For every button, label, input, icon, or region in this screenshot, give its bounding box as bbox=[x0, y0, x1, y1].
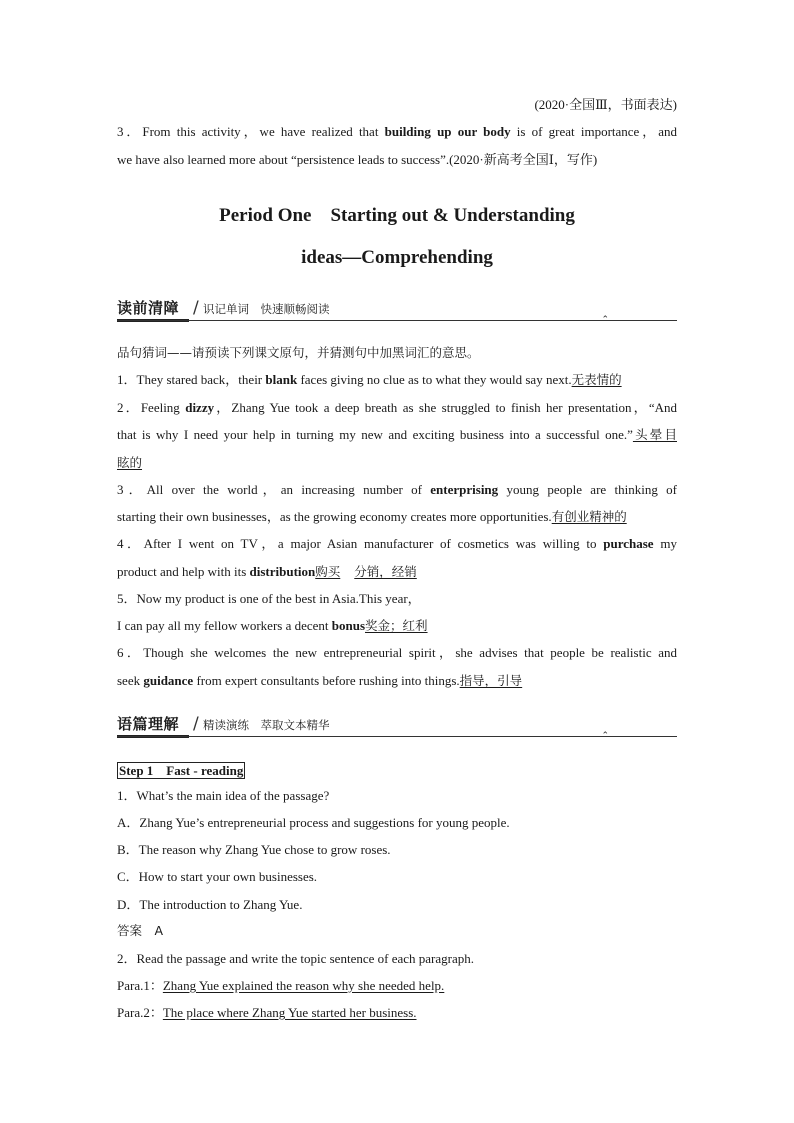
target-word: blank bbox=[265, 372, 298, 387]
vocab-item-3-line-2 bbox=[117, 509, 677, 525]
divider-slash: / bbox=[193, 714, 199, 734]
page-title-line-1: Period One Starting out & Understanding bbox=[219, 205, 575, 226]
vocab-item-2-line-2 bbox=[117, 427, 677, 443]
para-label: Para.2： bbox=[117, 1005, 163, 1020]
vocab-item-4-line-2 bbox=[117, 564, 677, 580]
caret-icon: ⌃ bbox=[601, 731, 609, 741]
section-label: 语篇理解 bbox=[117, 715, 180, 733]
item-text: that is why I need your help in turning my new and exciting business into a successful one.” bbox=[117, 427, 633, 442]
para-label: Para.1： bbox=[117, 978, 163, 993]
vocab-item-3-line-1 bbox=[117, 482, 677, 498]
vocab-item-5-line-1 bbox=[117, 591, 677, 607]
vocab-item-2-line-1 bbox=[117, 400, 677, 416]
para-answer: Zhang Yue explained the reason why she needed help. bbox=[162, 978, 445, 993]
header-rule bbox=[117, 736, 677, 737]
item-text: ，Zhang Yue took a deep breath as she struggled to finish her presentation，“And bbox=[214, 400, 677, 415]
item-text: I can pay all my fellow workers a decent bbox=[117, 618, 332, 633]
option-b: B．The reason why Zhang Yue chose to grow roses. bbox=[117, 842, 391, 857]
item-text: After I went on TV，a major Asian manufacturer of cosmetics was willing to bbox=[143, 536, 604, 551]
option-a: A．Zhang Yue’s entrepreneurial process and suggestions for young people. bbox=[117, 815, 510, 830]
answer-text: 指导，引导 bbox=[459, 673, 523, 688]
divider-slash: / bbox=[193, 298, 199, 318]
question-2: 2．Read the passage and write the topic sentence of each paragraph. bbox=[117, 951, 474, 966]
item-text: is of great importance，and bbox=[510, 124, 677, 139]
section-subtitle: 精读演练 萃取文本精华 bbox=[203, 718, 330, 732]
target-word: distribution bbox=[249, 564, 316, 579]
answer-text: 眩的 bbox=[117, 455, 143, 470]
vocab-item-4-line-1 bbox=[117, 536, 677, 552]
item-text: Feeling bbox=[140, 400, 186, 415]
item-text: Now my product is one of the best in Asia.This year， bbox=[136, 591, 421, 606]
answer-text: 分销，经销 bbox=[354, 564, 417, 579]
item-text: seek bbox=[117, 673, 144, 688]
item-text: starting their own businesses，as the growing economy creates more opportunities. bbox=[117, 509, 552, 524]
para-2-topic bbox=[117, 1005, 677, 1021]
intro-item-3-line-2 bbox=[117, 152, 677, 168]
step-label: Step 1 Fast - reading bbox=[119, 763, 244, 778]
answer-line: 答案 A bbox=[117, 923, 164, 938]
section-subtitle: 识记单词 快速顺畅阅读 bbox=[203, 302, 330, 316]
target-word: enterprising bbox=[430, 482, 499, 497]
item-number: 1． bbox=[117, 372, 137, 387]
item-text: product and help with its bbox=[117, 564, 250, 579]
source-citation bbox=[117, 97, 677, 113]
item-number: 4． bbox=[117, 536, 144, 551]
target-word: purchase bbox=[603, 536, 654, 551]
target-word: guidance bbox=[143, 673, 194, 688]
item-number: 5． bbox=[117, 591, 137, 606]
step-heading bbox=[117, 763, 677, 779]
answer-text: 购买 bbox=[315, 564, 341, 579]
item-text: my bbox=[653, 536, 677, 551]
vocab-item-1 bbox=[117, 372, 677, 388]
vocab-item-5-line-2 bbox=[117, 618, 677, 634]
item-text: we have also learned more about “persistence leads to success”.(2020·新高考全国Ⅰ，写作) bbox=[117, 152, 598, 167]
question-1: 1．What’s the main idea of the passage? bbox=[117, 788, 330, 803]
intro-item-3-line-1 bbox=[117, 124, 677, 140]
bold-phrase: building up our body bbox=[384, 124, 511, 139]
item-text: They stared back，their bbox=[136, 372, 266, 387]
option-d: D．The introduction to Zhang Yue. bbox=[117, 897, 303, 912]
vocab-item-2-line-3 bbox=[117, 455, 677, 471]
item-text: young people are thinking of bbox=[498, 482, 677, 497]
option-c: C．How to start your own businesses. bbox=[117, 869, 318, 884]
item-number: 3． bbox=[117, 124, 143, 139]
vocab-item-6-line-1 bbox=[117, 645, 677, 661]
item-text: All over the world，an increasing number of bbox=[146, 482, 431, 497]
header-rule bbox=[117, 320, 677, 321]
vocab-item-6-line-2 bbox=[117, 673, 677, 689]
answer-text: 有创业精神的 bbox=[551, 509, 627, 524]
item-text: faces giving no clue as to what they would say next. bbox=[297, 372, 572, 387]
item-text: Though she welcomes the new entrepreneurial spirit，she advises that people be realistic and bbox=[143, 645, 677, 660]
item-number: 6． bbox=[117, 645, 144, 660]
section-header-preread bbox=[117, 298, 677, 324]
item-number: 2． bbox=[117, 400, 141, 415]
section-header-discourse bbox=[117, 714, 677, 740]
source-text: (2020·全国Ⅲ，书面表达) bbox=[534, 97, 677, 112]
item-text: From this activity，we have realized that bbox=[142, 124, 385, 139]
page-title-line-2: ideas—Comprehending bbox=[301, 247, 493, 268]
answer-text: 头晕目 bbox=[632, 427, 677, 442]
caret-icon: ⌃ bbox=[601, 315, 609, 325]
section-label: 读前清障 bbox=[117, 299, 180, 317]
item-text: from expert consultants before rushing into things. bbox=[193, 673, 460, 688]
item-number: 3． bbox=[117, 482, 147, 497]
instruction-text: 品句猜词——请预读下列课文原句，并猜测句中加黑词汇的意思。 bbox=[117, 345, 480, 360]
answer-text: 奖金；红利 bbox=[365, 618, 428, 633]
target-word: dizzy bbox=[185, 400, 215, 415]
para-1-topic bbox=[117, 978, 677, 994]
para-answer: The place where Zhang Yue started her business. bbox=[162, 1005, 417, 1020]
answer-text: 无表情的 bbox=[571, 372, 622, 387]
target-word: bonus bbox=[331, 618, 366, 633]
